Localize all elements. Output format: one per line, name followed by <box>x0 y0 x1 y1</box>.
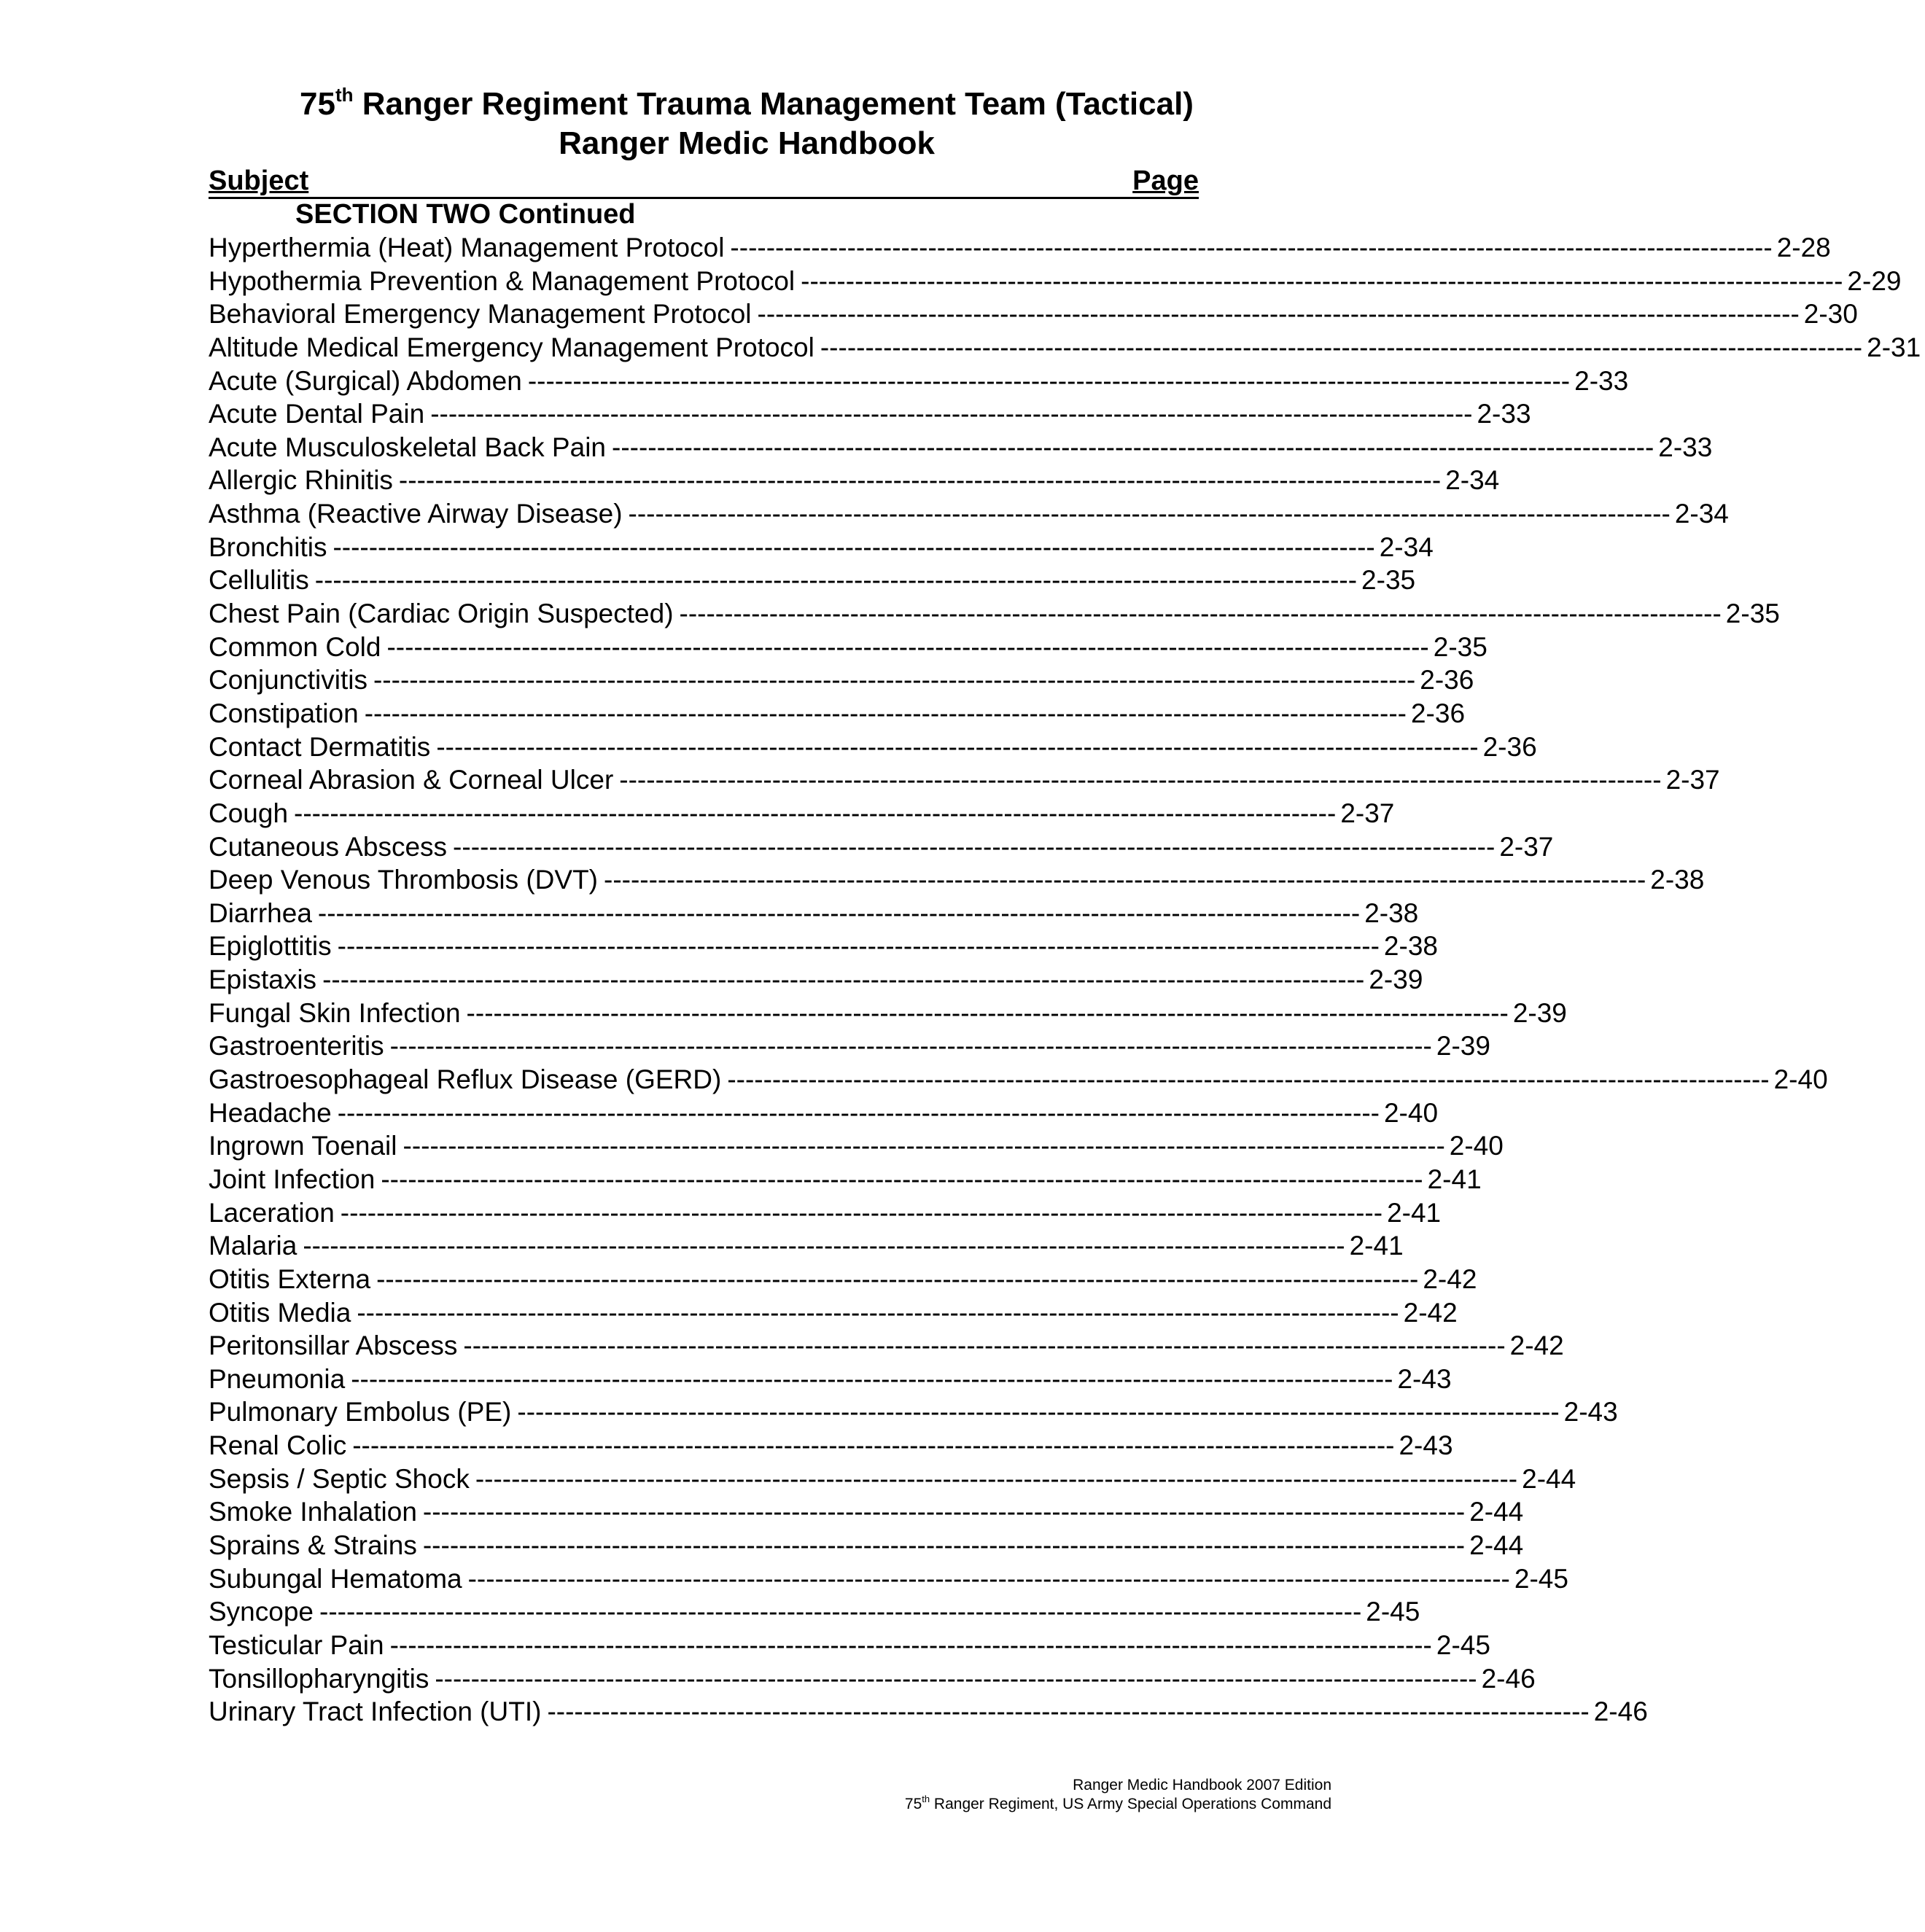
toc-entry-page: 2-36 <box>1410 698 1466 728</box>
toc-entry-subject: Syncope <box>209 1597 314 1627</box>
toc-entry-page: 2-39 <box>1369 965 1423 995</box>
toc-entry <box>209 531 1434 564</box>
toc-entry <box>209 963 1423 997</box>
toc-entry-page: 2-46 <box>1481 1663 1536 1694</box>
toc-entry-page: 2-37 <box>1665 765 1720 795</box>
toc-entry <box>209 1129 1504 1163</box>
toc-entry-page: 2-39 <box>1436 1031 1490 1062</box>
document-subtitle: Ranger Medic Handbook <box>559 125 935 161</box>
toc-entry-subject: Constipation <box>209 698 359 728</box>
toc-entry-page: 2-46 <box>1593 1697 1648 1727</box>
toc-entry-page: 2-45 <box>1514 1563 1568 1594</box>
toc-entry <box>209 464 1500 497</box>
toc-entry-subject: Joint Infection <box>209 1164 376 1194</box>
toc-entry-page: 2-41 <box>1349 1231 1404 1261</box>
toc-entry-page: 2-34 <box>1379 531 1434 562</box>
toc-entry-page: 2-33 <box>1574 365 1629 396</box>
toc-entry-subject: Altitude Medical Emergency Management Protocol <box>209 332 814 362</box>
toc-entry <box>209 1462 1576 1496</box>
toc-entry-leader: -------------------------------------------------------------------------------------------------------------------- <box>757 299 1800 330</box>
toc-entry-subject: Otitis Media <box>209 1297 351 1328</box>
toc-entry-page: 2-37 <box>1499 831 1554 862</box>
toc-entry <box>209 265 1902 298</box>
toc-entry-subject: Tonsillopharyngitis <box>209 1663 429 1694</box>
toc-entry-leader: -------------------------------------------------------------------------------------------------------------------- <box>332 531 1375 562</box>
toc-entry <box>209 1495 1524 1529</box>
toc-entry-leader: -------------------------------------------------------------------------------------------------------------------- <box>373 665 1416 696</box>
toc-entry <box>209 1429 1453 1462</box>
toc-entry-subject: Behavioral Emergency Management Protocol <box>209 299 752 330</box>
toc-entry-leader: -------------------------------------------------------------------------------------------------------------------- <box>357 1297 1399 1328</box>
toc-entry-subject: Sepsis / Septic Shock <box>209 1463 470 1494</box>
toc-entry <box>209 631 1488 664</box>
toc-entry-page: 2-40 <box>1773 1064 1828 1095</box>
table-of-contents <box>209 231 1921 1729</box>
footer-edition: Ranger Medic Handbook 2007 Edition <box>1073 1777 1331 1793</box>
toc-entry-page: 2-45 <box>1366 1597 1420 1627</box>
toc-entry-page: 2-37 <box>1340 798 1395 828</box>
toc-entry-page: 2-44 <box>1522 1463 1576 1494</box>
toc-entry-leader: -------------------------------------------------------------------------------------------------------------------- <box>337 1097 1380 1128</box>
toc-entry <box>209 497 1729 531</box>
toc-entry-subject: Cough <box>209 798 289 828</box>
toc-entry-page: 2-44 <box>1469 1497 1524 1527</box>
toc-entry-subject: Epistaxis <box>209 965 317 995</box>
toc-entry-subject: Ingrown Toenail <box>209 1131 397 1161</box>
toc-entry-leader: -------------------------------------------------------------------------------------------------------------------- <box>352 1430 1395 1461</box>
toc-entry-leader: -------------------------------------------------------------------------------------------------------------------- <box>364 698 1407 728</box>
toc-entry-page: 2-33 <box>1658 432 1713 462</box>
toc-entry <box>209 1097 1439 1130</box>
toc-entry-page: 2-36 <box>1420 665 1474 696</box>
toc-entry-page: 2-36 <box>1482 731 1537 762</box>
toc-entry-leader: -------------------------------------------------------------------------------------------------------------------- <box>527 365 1571 396</box>
toc-entry-leader: -------------------------------------------------------------------------------------------------------------------- <box>604 865 1646 895</box>
toc-entry-page: 2-38 <box>1383 931 1438 962</box>
footer-rest: Ranger Regiment, US Army Special Operations Command <box>930 1796 1331 1812</box>
toc-entry-page: 2-34 <box>1674 499 1729 529</box>
toc-entry-subject: Contact Dermatitis <box>209 731 431 762</box>
toc-entry-subject: Smoke Inhalation <box>209 1497 417 1527</box>
toc-entry-leader: -------------------------------------------------------------------------------------------------------------------- <box>422 1497 1466 1527</box>
toc-entry-page: 2-38 <box>1364 897 1419 928</box>
toc-entry <box>209 1029 1490 1063</box>
toc-entry-subject: Common Cold <box>209 631 381 662</box>
toc-entry-leader: -------------------------------------------------------------------------------------------------------------------- <box>436 731 1479 762</box>
toc-entry-page: 2-30 <box>1803 299 1858 330</box>
document-title <box>0 86 1493 122</box>
toc-entry-leader: -------------------------------------------------------------------------------------------------------------------- <box>337 931 1380 962</box>
toc-entry-page: 2-33 <box>1477 399 1531 429</box>
toc-entry-leader: -------------------------------------------------------------------------------------------------------------------- <box>317 897 1361 928</box>
toc-entry <box>209 663 1474 697</box>
toc-entry <box>209 930 1438 963</box>
toc-entry-subject: Peritonsillar Abscess <box>209 1331 458 1361</box>
toc-entry-page: 2-42 <box>1509 1331 1564 1361</box>
toc-entry-page: 2-35 <box>1725 599 1780 629</box>
title-prefix: 75 <box>300 86 335 122</box>
toc-entry-page: 2-41 <box>1427 1164 1482 1194</box>
toc-entry-subject: Fungal Skin Infection <box>209 997 461 1028</box>
toc-entry-leader: -------------------------------------------------------------------------------------------------------------------- <box>422 1530 1466 1560</box>
toc-entry <box>209 1196 1442 1230</box>
toc-entry-subject: Diarrhea <box>209 897 312 928</box>
page-column-header: Page <box>1132 165 1199 196</box>
toc-entry <box>209 231 1831 265</box>
toc-entry <box>209 1695 1648 1729</box>
subject-column-header: Subject <box>209 165 309 196</box>
toc-entry-leader: -------------------------------------------------------------------------------------------------------------------- <box>612 432 1654 462</box>
toc-entry <box>209 731 1537 764</box>
toc-entry-page: 2-29 <box>1847 265 1902 296</box>
toc-entry-page: 2-35 <box>1361 565 1416 596</box>
toc-entry-page: 2-43 <box>1563 1397 1618 1427</box>
toc-entry-subject: Renal Colic <box>209 1430 347 1461</box>
toc-entry-leader: -------------------------------------------------------------------------------------------------------------------- <box>820 332 1863 362</box>
toc-entry-leader: -------------------------------------------------------------------------------------------------------------------- <box>628 499 1671 529</box>
toc-entry-leader: -------------------------------------------------------------------------------------------------------------------- <box>381 1164 1423 1194</box>
toc-entry-subject: Pneumonia <box>209 1363 346 1394</box>
toc-entry-subject: Hyperthermia (Heat) Management Protocol <box>209 233 725 262</box>
toc-entry <box>209 597 1780 631</box>
footer-superscript: th <box>922 1793 930 1804</box>
toc-entry-leader: -------------------------------------------------------------------------------------------------------------------- <box>475 1463 1518 1494</box>
toc-entry <box>209 1063 1828 1097</box>
toc-entry-subject: Deep Venous Thrombosis (DVT) <box>209 865 598 895</box>
toc-entry-page: 2-43 <box>1399 1430 1453 1461</box>
toc-entry <box>209 897 1419 930</box>
toc-entry-subject: Acute Dental Pain <box>209 399 425 429</box>
toc-entry-page: 2-38 <box>1650 865 1705 895</box>
toc-entry-page: 2-43 <box>1397 1363 1452 1394</box>
toc-entry-page: 2-42 <box>1403 1297 1458 1328</box>
toc-entry-leader: -------------------------------------------------------------------------------------------------------------------- <box>319 1597 1362 1627</box>
toc-entry <box>209 763 1720 797</box>
toc-entry <box>209 1395 1618 1429</box>
toc-entry-page: 2-40 <box>1383 1097 1439 1128</box>
toc-entry-subject: Conjunctivitis <box>209 665 368 696</box>
toc-entry-leader: -------------------------------------------------------------------------------------------------------------------- <box>435 1663 1477 1694</box>
toc-entry-subject: Gastroenteritis <box>209 1031 384 1062</box>
toc-entry-subject: Gastroesophageal Reflux Disease (GERD) <box>209 1064 722 1095</box>
toc-entry-subject: Subungal Hematoma <box>209 1563 462 1594</box>
toc-entry <box>209 863 1705 897</box>
toc-entry <box>209 1163 1482 1196</box>
toc-entry-page: 2-31 <box>1867 332 1921 362</box>
toc-entry-subject: Headache <box>209 1097 332 1128</box>
title-rest: Ranger Regiment Trauma Management Team (Tactical) <box>353 86 1194 122</box>
toc-entry-subject: Testicular Pain <box>209 1629 384 1660</box>
toc-entry-subject: Cellulitis <box>209 565 309 596</box>
toc-entry <box>209 1363 1452 1396</box>
toc-entry-page: 2-40 <box>1449 1131 1504 1161</box>
toc-entry-subject: Acute (Surgical) Abdomen <box>209 365 522 396</box>
toc-entry-leader: -------------------------------------------------------------------------------------------------------------------- <box>389 1031 1432 1062</box>
toc-entry-page: 2-42 <box>1423 1263 1477 1294</box>
toc-entry <box>209 1662 1536 1696</box>
toc-entry-subject: Allergic Rhinitis <box>209 465 393 496</box>
toc-entry-leader: -------------------------------------------------------------------------------------------------------------------- <box>619 765 1662 795</box>
toc-entry-leader: -------------------------------------------------------------------------------------------------------------------- <box>466 997 1509 1028</box>
toc-entry-leader: -------------------------------------------------------------------------------------------------------------------- <box>340 1197 1383 1228</box>
toc-entry <box>209 1529 1524 1562</box>
toc-entry-subject: Laceration <box>209 1197 335 1228</box>
toc-entry-subject: Acute Musculoskeletal Back Pain <box>209 432 606 462</box>
toc-entry-page: 2-44 <box>1469 1530 1524 1560</box>
toc-entry-subject: Chest Pain (Cardiac Origin Suspected) <box>209 599 674 629</box>
toc-entry-subject: Pulmonary Embolus (PE) <box>209 1397 512 1427</box>
title-superscript: th <box>335 84 354 106</box>
toc-entry-leader: -------------------------------------------------------------------------------------------------------------------- <box>303 1231 1345 1261</box>
toc-entry-subject: Corneal Abrasion & Corneal Ulcer <box>209 765 614 795</box>
toc-entry <box>209 297 1858 331</box>
toc-entry <box>209 1629 1490 1662</box>
toc-entry-leader: -------------------------------------------------------------------------------------------------------------------- <box>430 399 1473 429</box>
section-heading: SECTION TWO Continued <box>295 199 636 230</box>
toc-entry-leader: -------------------------------------------------------------------------------------------------------------------- <box>376 1263 1419 1294</box>
toc-entry-leader: -------------------------------------------------------------------------------------------------------------------- <box>314 565 1358 596</box>
toc-entry-subject: Sprains & Strains <box>209 1530 417 1560</box>
toc-entry-leader: -------------------------------------------------------------------------------------------------------------------- <box>322 965 1365 995</box>
toc-entry-leader: -------------------------------------------------------------------------------------------------------------------- <box>294 798 1337 828</box>
toc-entry-page: 2-41 <box>1387 1197 1442 1228</box>
toc-entry-leader: -------------------------------------------------------------------------------------------------------------------- <box>679 599 1722 629</box>
toc-entry-subject: Asthma (Reactive Airway Disease) <box>209 499 623 529</box>
toc-entry <box>209 331 1921 365</box>
toc-entry <box>209 1562 1568 1596</box>
toc-entry <box>209 1263 1477 1296</box>
toc-entry-subject: Urinary Tract Infection (UTI) <box>209 1697 542 1727</box>
toc-entry-page: 2-45 <box>1436 1629 1490 1660</box>
toc-entry-page: 2-28 <box>1776 233 1831 262</box>
toc-entry <box>209 697 1466 731</box>
toc-entry-leader: -------------------------------------------------------------------------------------------------------------------- <box>402 1131 1445 1161</box>
toc-entry-leader: -------------------------------------------------------------------------------------------------------------------- <box>453 831 1496 862</box>
toc-entry-subject: Malaria <box>209 1231 298 1261</box>
toc-entry-leader: -------------------------------------------------------------------------------------------------------------------- <box>727 1064 1770 1095</box>
toc-entry-leader: -------------------------------------------------------------------------------------------------------------------- <box>730 233 1773 262</box>
toc-entry <box>209 1329 1564 1363</box>
toc-entry-page: 2-35 <box>1433 631 1488 662</box>
toc-entry <box>209 997 1567 1030</box>
toc-entry-leader: -------------------------------------------------------------------------------------------------------------------- <box>801 265 1843 296</box>
toc-entry-subject: Otitis Externa <box>209 1263 371 1294</box>
toc-entry-subject: Epiglottitis <box>209 931 332 962</box>
column-header-row <box>209 165 1199 199</box>
toc-entry <box>209 564 1416 597</box>
toc-entry-leader: -------------------------------------------------------------------------------------------------------------------- <box>386 631 1429 662</box>
toc-entry-leader: -------------------------------------------------------------------------------------------------------------------- <box>517 1397 1560 1427</box>
toc-entry <box>209 1296 1458 1330</box>
toc-entry-page: 2-34 <box>1445 465 1500 496</box>
toc-entry-leader: -------------------------------------------------------------------------------------------------------------------- <box>547 1697 1590 1727</box>
toc-entry-leader: -------------------------------------------------------------------------------------------------------------------- <box>467 1563 1510 1594</box>
toc-entry-leader: -------------------------------------------------------------------------------------------------------------------- <box>351 1363 1393 1394</box>
footer-prefix: 75 <box>904 1796 922 1812</box>
footer-organization <box>905 1795 1331 1814</box>
toc-entry <box>209 1229 1404 1263</box>
toc-entry <box>209 365 1629 398</box>
toc-entry-leader: -------------------------------------------------------------------------------------------------------------------- <box>463 1331 1506 1361</box>
toc-entry-leader: -------------------------------------------------------------------------------------------------------------------- <box>389 1629 1432 1660</box>
toc-entry-subject: Bronchitis <box>209 531 327 562</box>
toc-entry-subject: Cutaneous Abscess <box>209 831 448 862</box>
toc-entry-leader: -------------------------------------------------------------------------------------------------------------------- <box>398 465 1442 496</box>
toc-entry <box>209 397 1531 431</box>
toc-entry <box>209 1595 1420 1629</box>
toc-entry <box>209 431 1713 464</box>
toc-entry <box>209 797 1395 830</box>
toc-entry <box>209 830 1554 864</box>
toc-entry-page: 2-39 <box>1512 997 1567 1028</box>
toc-entry-subject: Hypothermia Prevention & Management Protocol <box>209 265 796 296</box>
